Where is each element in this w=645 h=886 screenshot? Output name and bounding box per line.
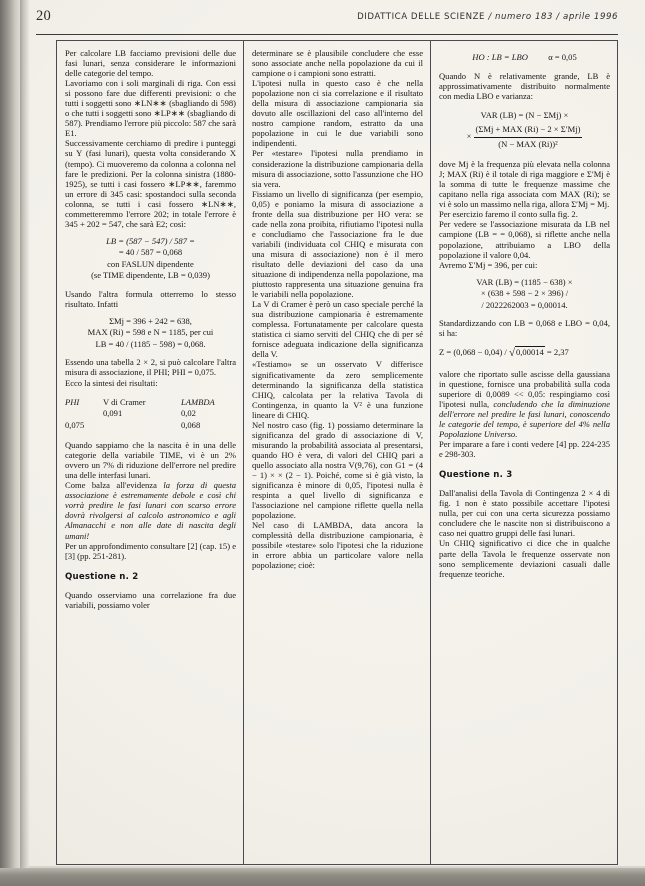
page-bottom-edge [0, 868, 645, 886]
col1-equation-lb-line4: (se TIME dipendente, LB = 0,039) [91, 270, 210, 281]
running-head [357, 12, 618, 22]
col3-hypothesis-alpha: α = 0,05 [548, 52, 577, 62]
col3-variance-line2 [439, 124, 610, 150]
col2-paragraph-1: determinare se è plausibile concludere che esse sono associate anche nella popolazione da cui il campione o i campioni sono estratti. [252, 48, 423, 79]
book-spine-gradient [20, 0, 30, 872]
col1-paragraph-9: Per un approfondimento consultare [2] (cap. 15) e [3] (pp. 251-281). [65, 540, 236, 561]
col1-paragraph-5: Essendo una tabella 2 × 2, si può calcolare l'altra misura di associazione, il PHI; PHI = 0,075. [65, 357, 236, 378]
running-head-issue: / numero 183 / aprile 1996 [485, 12, 618, 22]
col3-variance-numeric [439, 277, 610, 312]
col1-paragraph-8 [65, 480, 236, 540]
col1-equation-sum-line1: ΣMj = 396 + 242 = 638, [109, 315, 192, 326]
col3-hypothesis-lhs: HO : LB = LBO [472, 52, 528, 62]
col2-paragraph-2: L'ipotesi nulla in questo caso è che nella popolazione non ci sia correlazione e il risultato della misura di associazione campionaria sia dovuto alle oscillazioni del caso all'interno del nostro campione random, estratto da una popolazione in cui le due variabili sono indipendenti. [252, 78, 423, 149]
table-header-vcramer: V di Cramer [103, 396, 146, 407]
table-cell-r2c1: 0,075 [65, 419, 85, 430]
col1-equation-lb [65, 236, 236, 282]
col3-hypothesis-equation [439, 52, 610, 64]
col2-paragraph-4: Fissiamo un livello di significanza (per esempio, 0,05) e poniamo la misura di associazione a fronte della sua distribuzione per HO vera: se cade nella zona proibita, rifiutiamo l'ipotesi nulla e concludiamo che l'associazione fra le due variabili (individuata col CHIQ e misurata con una misura di associazione) non è il mero risultato delle deviazioni del caso da una situazione di indipendenza nella popolazione, ma piuttosto rappresenta una situazione genuina fra le variabili nella popolazione. [252, 188, 423, 300]
col3-paragraph-6: Standardizzando con LB = 0,068 e LBO = 0,04, si ha: [439, 318, 610, 339]
column-three [431, 41, 617, 864]
col3-variance-numeric-line3: / 2022262003 = 0,00014. [481, 299, 568, 310]
col2-paragraph-6: «Testiamo» se un osservato V differisce significativamente da zero semplicemente determinando la significanza della statistica CHIQ, calcolata per la relativa Tavola di Contingenza, in quanto la V² è una funzione lineare di CHIQ. [252, 359, 423, 420]
col2-paragraph-8: Nel caso di LAMBDA, data ancora la complessità della distribuzione campionaria, è possibile «testare» solo l'ipotesi che la riduzione in errore abbia un particolare valore nella popolazione; cioè: [252, 520, 423, 571]
col1-paragraph-1: Per calcolare LB facciamo previsioni delle due fasi lunari, senza considerare le informazioni delle categorie del tempo. [65, 48, 236, 79]
three-column-text-box [56, 40, 618, 865]
col3-zscore-prefix: Z = (0,068 − 0,04) / [439, 347, 509, 358]
col1-results-table [65, 397, 236, 432]
col3-zscore-suffix: = 2,37 [544, 347, 569, 358]
col1-paragraph-6: Ecco la sintesi dei risultati: [65, 377, 158, 388]
radical-sign-icon: √ [508, 347, 515, 360]
question-2-heading: Questione n. 2 [65, 571, 139, 582]
book-spine-shadow [0, 0, 22, 886]
col3-paragraph-5: Avremo Σ′Mj = 396, per cui: [439, 259, 538, 270]
column-one [57, 41, 244, 864]
col3-paragraph-9: Dall'analisi della Tavola di Contingenza 2 × 4 di fig. 1 non è stato possibile accettare l'ipotesi nulla, per cui con una certa sicurezza possiamo concludere che le nascite non si distribuiscono a caso nei quattro gruppi delle fasi lunari. [439, 488, 610, 539]
table-cell-r1c2: 0,091 [103, 408, 123, 419]
col1-equation-sum [65, 316, 236, 351]
col1-paragraph-4: Usando l'altra formula otterremo lo stesso risultato. Infatti [65, 288, 236, 309]
col3-paragraph-7 [439, 369, 610, 439]
col1-paragraph-3: Successivamente cerchiamo di predire i punteggi su Y (fasi lunari), questa volta considerando X (tempo). Ci muoveremo da colonna a colonna nel fare le predizioni. Per la colonna sinistra (1880-1925), se tutti i casi fossero ∗LP∗∗, faremmo un errore di 345 casi: spostandoci sulla seconda colonna, se tutti i casi fossero ∗LN∗∗, commetteremmo l'errore 202; in totale l'errore è 345 + 202 = 547, che sarà E2; così: [65, 138, 236, 229]
col1-equation-lb-line2: = 40 / 587 = 0,068 [118, 247, 183, 258]
table-header-phi: PHI [65, 396, 80, 407]
folio-number: 20 [36, 8, 52, 24]
col3-variance-denominator: (N − MAX (Ri))² [498, 138, 558, 149]
col1-equation-sum-line3: LB = 40 / (1185 − 598) = 0,068. [95, 338, 206, 349]
col1-paragraph-10: Quando osserviamo una correlazione fra due variabili, possiamo voler [65, 589, 236, 610]
table-header-lambda: LAMBDA [181, 396, 215, 407]
col1-p8-roman: Come balza all'evidenza [65, 480, 164, 491]
col3-zscore-equation [439, 347, 610, 360]
col3-p7-italic: concludendo che la diminuzione dell'errore nel predire le fasi lunari, conoscendo le categorie del tempo, è superiore del 4% nella Popolazione Universo. [439, 398, 610, 440]
col1-equation-lb-line3: con FASLUN dipendente [107, 258, 194, 269]
col3-p7-roman: valore che riportato sulle ascisse della gaussiana in questione, fornisce una probabilità sulla coda superiore di 0,0089 << 0,05: respingiamo così l'ipotesi nulla, [439, 368, 610, 409]
header-rule [36, 34, 618, 35]
page-header [36, 6, 618, 36]
col2-paragraph-3: Per «testare» l'ipotesi nulla prendiamo in considerazione la distribuzione campionaria della misura di associazione, sotto l'assunzione che HO sia vera. [252, 148, 423, 189]
col3-variance-fraction [474, 124, 583, 150]
col3-paragraph-1: Quando N è relativamente grande, LB è approssimativamente distribuito normalmente con media LBO e varianza: [439, 70, 610, 101]
table-row [65, 397, 236, 409]
table-row [65, 420, 236, 432]
table-cell-r1c1 [65, 408, 103, 420]
col2-paragraph-5: La V di Cramer è però un caso speciale perché la sua distribuzione campionaria è estremamente complessa. Fortunatamente per calcolare questa statistica ci siamo serviti del CHIQ che di per sé fornisce adeguata indicazione della significanza della V. [252, 299, 423, 360]
col3-paragraph-4: Per vedere se l'associazione misurata da LB nel campione (LB = = 0,068), si riflette anche nella popolazione, attribuiamo a LBO della popolazione il valore 0,04. [439, 219, 610, 260]
col1-paragraph-7: Quando sappiamo che la nascita è in una delle categorie della variabile TIME, vi è un 2% ovvero un 7% di riduzione dell'errore nel predire una delle interfasi lunari. [65, 440, 236, 481]
col2-paragraph-7: Nel nostro caso (fig. 1) possiamo determinare la significanza del grado di associazione di V, misurando la probabilità associata al presentarsi, quando HO è vera, di valori del CHIQ pari a quello associato alla nostra V(9,76), con G1 = (4 − 1) × × (2 − 1). Poiché, come si è già visto, la significanza è minore di 0,05, l'ipotesi nulla è respinta a quel livello di significanza e l'associazione nel campione riflette quella nella popolazione. [252, 419, 423, 521]
col1-p8-italic: la forza di questa associazione è estremamente debole e così chi vorrà predire le fasi lunari con scarso errore dovrà rivolgersi al calcolo astronomico e agli Almanacchi e non alle date di nascita degli umani! [65, 480, 236, 541]
question-3-heading: Questione n. 3 [439, 470, 513, 481]
col1-paragraph-2: Lavoriamo con i soli marginali di riga. Con essi si possono fare due differenti previsioni: o che tutti i soggetti sono ∗LN∗∗ (sbagliando di 598) o che tutti i soggetti sono ∗LP∗∗ (sbagliando di 587). Prendiamo l'errore più piccolo: 587 che sarà E1. [65, 78, 236, 139]
table-row [65, 408, 236, 420]
col1-equation-lb-line1: LB = (587 − 547) / 587 = [106, 235, 195, 246]
table-cell-r2c2 [103, 420, 181, 432]
col3-variance-numeric-line1: VAR (LB) = (1185 − 638) × [476, 276, 573, 287]
table-cell-r2c3: 0,068 [181, 419, 201, 430]
table-cell-r1c3: 0,02 [181, 408, 196, 419]
col3-variance-times: × [466, 131, 472, 142]
col3-paragraph-3: Per esercizio faremo il conto sulla fig. 2. [439, 209, 578, 220]
col3-variance-equation [439, 110, 610, 151]
col3-zscore-radicand: 0,00014 [515, 347, 544, 358]
running-head-publication: DIDATTICA DELLE SCIENZE [357, 12, 486, 22]
col3-variance-numerator: (ΣMj + MAX (Ri) − 2 × Σ′Mj) [474, 124, 583, 138]
col3-variance-line1: VAR (LB) = (N − ΣMj) × [480, 109, 569, 120]
col1-equation-sum-line2: MAX (Ri) = 598 e N = 1185, per cui [87, 327, 214, 338]
col3-paragraph-2: dove Mj è la frequenza più elevata nella colonna J; MAX (Ri) è il totale di riga maggiore e Σ′Mj è la somma di tutte le frequenze massime che capitano nella riga associata com MAX (Ri); se vi è solo un massimo nella riga, allora Σ′Mj = Mj. [439, 159, 610, 210]
column-two [244, 41, 431, 864]
col3-paragraph-10: Un CHIQ significativo ci dice che in qualche parte della Tavola le frequenze osservate non sono semplicemente deviazioni casuali dalle frequenze teoriche. [439, 538, 610, 579]
col3-paragraph-8: Per imparare a fare i conti vedere [4] pp. 224-235 e 298-303. [439, 439, 610, 460]
col3-variance-numeric-line2: × (638 + 598 − 2 × 396) / [480, 288, 569, 299]
